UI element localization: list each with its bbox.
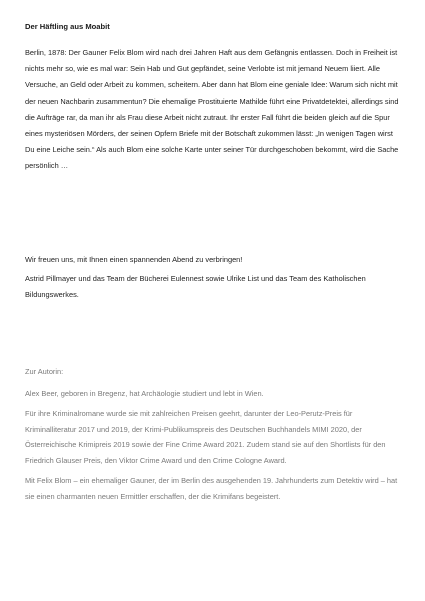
signature-text: Astrid Pillmayer und das Team der Bücherei Eulennest sowie Ulrike List und das Team des Katholischen Bildungswerkes. [25,274,366,300]
author-bio: Alex Beer, geboren in Bregenz, hat Archäologie studiert und lebt in Wien. [25,388,264,398]
author-heading: Zur Autorin: [25,367,64,376]
author-section [25,364,403,509]
invitation-text: Wir freuen uns, mit Ihnen einen spannenden Abend zu verbringen! [25,255,243,264]
author-blom-paragraph: Mit Felix Blom – ein ehemaliger Gauner, der im Berlin des ausgehenden 19. Jahrhunderts zum Detektiv wird – hat sie einen charmanten neuen Ermittler erschaffen, der die Krimifans begeistert. [25,476,398,501]
closing-section [25,252,403,304]
author-awards: Für ihre Kriminalromane wurde sie mit zahlreichen Preisen geehrt, darunter der Leo-Perutz-Preis für Kriminalliteratur 2017 und 2019, der Krimi-Publikumspreis des Deutschen Buchhandels MIMI 2020, der Österreichische Krimipreis 2019 sowie der Fine Crime Award 2021. Zudem stand sie auf den Shortlists für den Friedrich Glauser Preis, den Viktor Crime Award und den Crime Cologne Award. [25,409,386,465]
book-description: Berlin, 1878: Der Gauner Felix Blom wird nach drei Jahren Haft aus dem Gefängnis entlassen. Doch in Freiheit ist nichts mehr so, wie es mal war: Sein Hab und Gut gepfändet, seine Verlobte ist mit jemand Neuem liiert. Alle Versuche, an Geld oder Arbeit zu kommen, scheitern. Aber dann hat Blom eine geniale Idee: Warum sich nicht mit der neuen Nachbarin zusammentun? Die ehemalige Prostituierte Mathilde führt eine Privatdetektei, allerdings sind die Aufträge rar, da man ihr als Frau diese Arbeit nicht zutraut. Ihr erster Fall führt die beiden gleich auf die Spur eines mysteriösen Mörders, der seinen Opfern Briefe mit der Botschaft zukommen lässt: „In wenigen Tagen wirst Du eine Leiche sein.“ Als auch Blom eine solche Karte unter seiner Tür durchgeschoben bekommt, wird die Sache persönlich … [25,48,399,171]
document-title: Der Häftling aus Moabit [25,22,110,31]
document-page [25,22,403,501]
